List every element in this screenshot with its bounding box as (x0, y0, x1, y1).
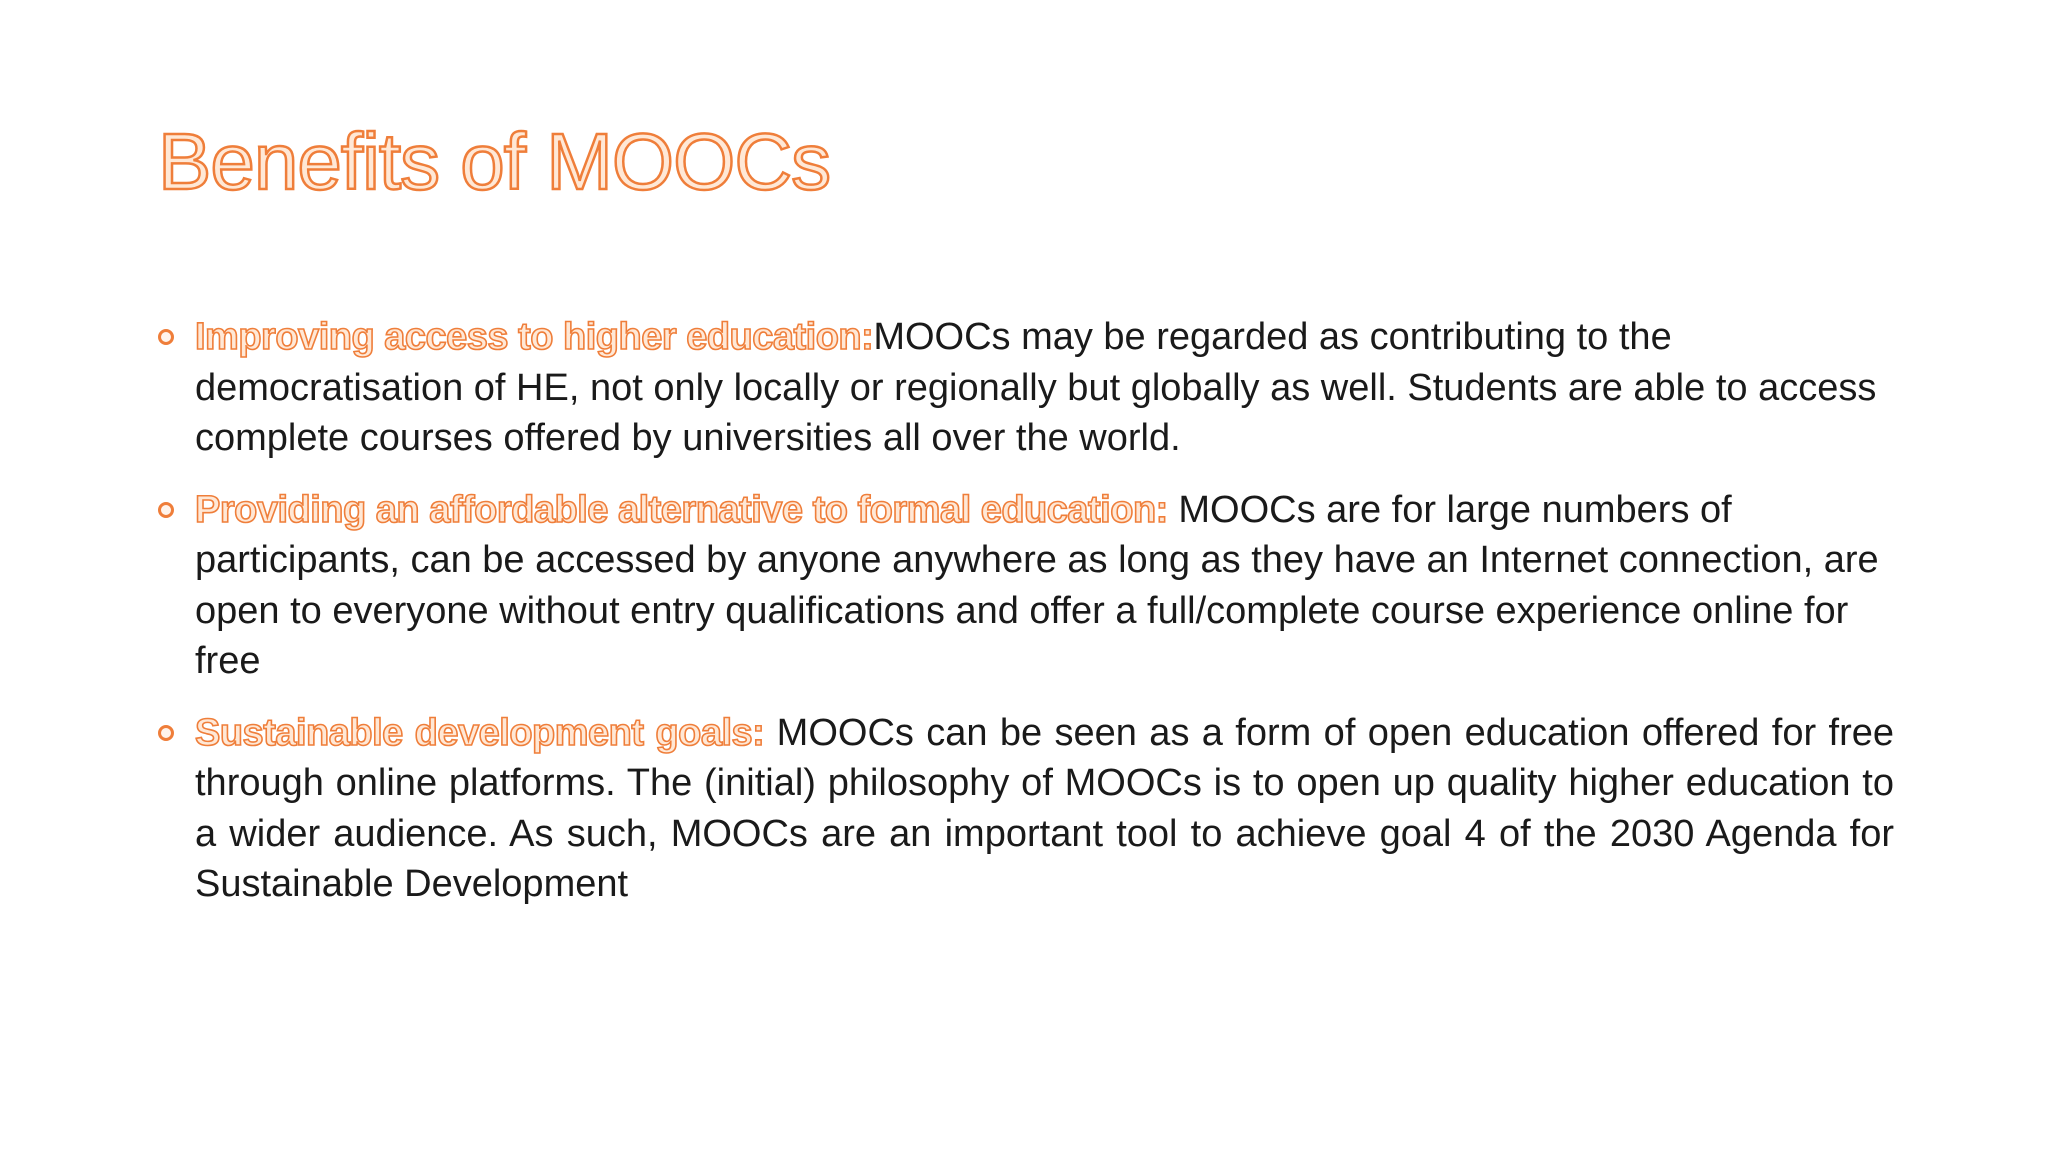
bullet-list (158, 312, 1894, 931)
bullet-item (158, 485, 1894, 687)
bullet-item (158, 708, 1894, 910)
slide-title: Benefits of MOOCs (158, 117, 831, 206)
bullet-text: MOOCs can be seen as a form of open education offered for free through online platforms. The (initial) philosophy of MOOCs is to open up quality higher education to a wider audience. As such, MOOCs are an important tool to achieve goal 4 of the 2030 Agenda for Sustainable Development (195, 711, 1894, 905)
bullet-text: MOOCs are for large numbers of participants, can be accessed by anyone anywhere as long as they have an Internet connection, are open to everyone without entry qualifications and offer a full/complete course experience online for free (195, 488, 1879, 682)
bullet-text: MOOCs may be regarded as contributing to the democratisation of HE, not only locally or regionally but globally as well. Students are able to access complete courses offered by universities all over the world. (195, 316, 1877, 459)
bullet-lead: Improving access to higher education: (195, 316, 874, 358)
bullet-circle-icon (158, 502, 174, 518)
bullet-circle-icon (158, 329, 174, 345)
bullet-circle-icon (158, 725, 174, 741)
bullet-lead: Sustainable development goals: (195, 711, 765, 754)
bullet-lead: Providing an affordable alternative to formal education: (195, 488, 1168, 531)
bullet-item (158, 312, 1894, 464)
